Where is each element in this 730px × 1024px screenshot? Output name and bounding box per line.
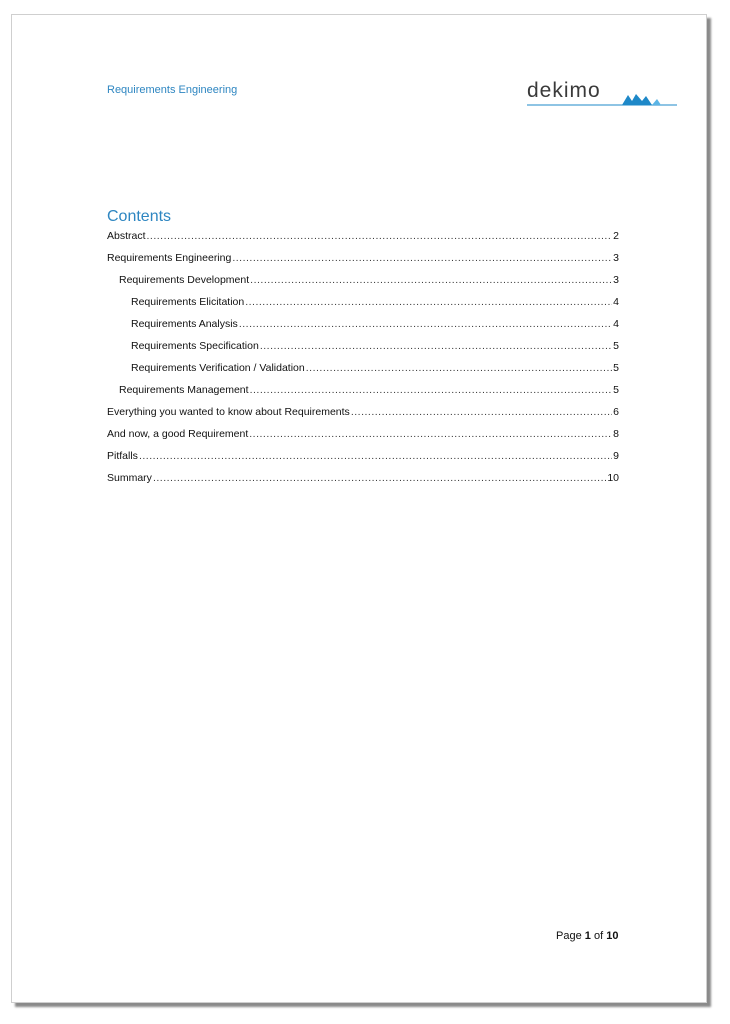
toc-leader-dots — [239, 318, 612, 330]
document-page — [11, 14, 707, 1003]
contents-heading: Contents — [107, 208, 172, 225]
toc-entry-page: 3 — [613, 252, 619, 264]
header-title: Requirements Engineering — [107, 84, 238, 96]
footer-total-pages: 10 — [606, 930, 619, 942]
toc-leader-dots — [250, 384, 613, 396]
toc-entry-requirements-development[interactable] — [107, 274, 619, 296]
toc-entry-title: And now, a good Requirement — [107, 428, 249, 440]
dekimo-logo — [527, 79, 677, 111]
toc-entry-page: 2 — [613, 230, 619, 242]
footer-page-label: Page — [556, 930, 582, 942]
toc-entry-title: Summary — [107, 472, 152, 484]
toc-entry-title: Requirements Verification / Validation — [131, 362, 305, 374]
toc-entry-everything-about-requirements[interactable] — [107, 406, 619, 428]
toc-leader-dots — [232, 252, 612, 264]
footer-of-label: of — [593, 930, 604, 942]
toc-leader-dots — [351, 406, 612, 418]
toc-entry-page: 10 — [607, 472, 619, 484]
toc-leader-dots — [306, 362, 612, 374]
toc-leader-dots — [139, 450, 612, 462]
logo-text: dekimo — [527, 79, 601, 102]
toc-entry-page: 3 — [613, 274, 619, 286]
toc-entry-title: Requirements Management — [119, 384, 249, 396]
logo-mark-icon — [527, 79, 677, 111]
toc-entry-page: 5 — [613, 340, 619, 352]
toc-entry-requirements-management[interactable] — [107, 384, 619, 406]
toc-entry-summary[interactable] — [107, 472, 619, 494]
toc-entry-good-requirement[interactable] — [107, 428, 619, 450]
toc-leader-dots — [245, 296, 612, 308]
toc-entry-page: 5 — [613, 384, 619, 396]
toc-entry-requirements-engineering[interactable] — [107, 252, 619, 274]
toc-entry-page: 4 — [613, 296, 619, 308]
footer-current-page: 1 — [584, 930, 591, 942]
toc-entry-requirements-verification-validation[interactable] — [107, 362, 619, 384]
toc-entry-pitfalls[interactable] — [107, 450, 619, 472]
toc-entry-title: Requirements Engineering — [107, 252, 232, 264]
toc-entry-requirements-elicitation[interactable] — [107, 296, 619, 318]
toc-entry-title: Requirements Analysis — [131, 318, 238, 330]
toc-entry-page: 6 — [613, 406, 619, 418]
toc-leader-dots — [153, 472, 606, 484]
toc-entry-title: Abstract — [107, 230, 146, 242]
toc-entry-page: 8 — [613, 428, 619, 440]
toc-entry-requirements-analysis[interactable] — [107, 318, 619, 340]
toc-entry-title: Requirements Elicitation — [131, 296, 245, 308]
toc-entry-title: Pitfalls — [107, 450, 138, 462]
toc-entry-requirements-specification[interactable] — [107, 340, 619, 362]
table-of-contents — [107, 230, 619, 494]
toc-leader-dots — [249, 428, 612, 440]
toc-leader-dots — [250, 274, 612, 286]
toc-leader-dots — [147, 230, 613, 242]
toc-entry-abstract[interactable] — [107, 230, 619, 252]
page-number-footer — [556, 930, 618, 942]
toc-entry-title: Requirements Development — [119, 274, 250, 286]
toc-entry-page: 5 — [613, 362, 619, 374]
toc-entry-page: 9 — [613, 450, 619, 462]
toc-leader-dots — [260, 340, 612, 352]
toc-entry-title: Requirements Specification — [131, 340, 259, 352]
toc-entry-page: 4 — [613, 318, 619, 330]
toc-entry-title: Everything you wanted to know about Requirements — [107, 406, 350, 418]
